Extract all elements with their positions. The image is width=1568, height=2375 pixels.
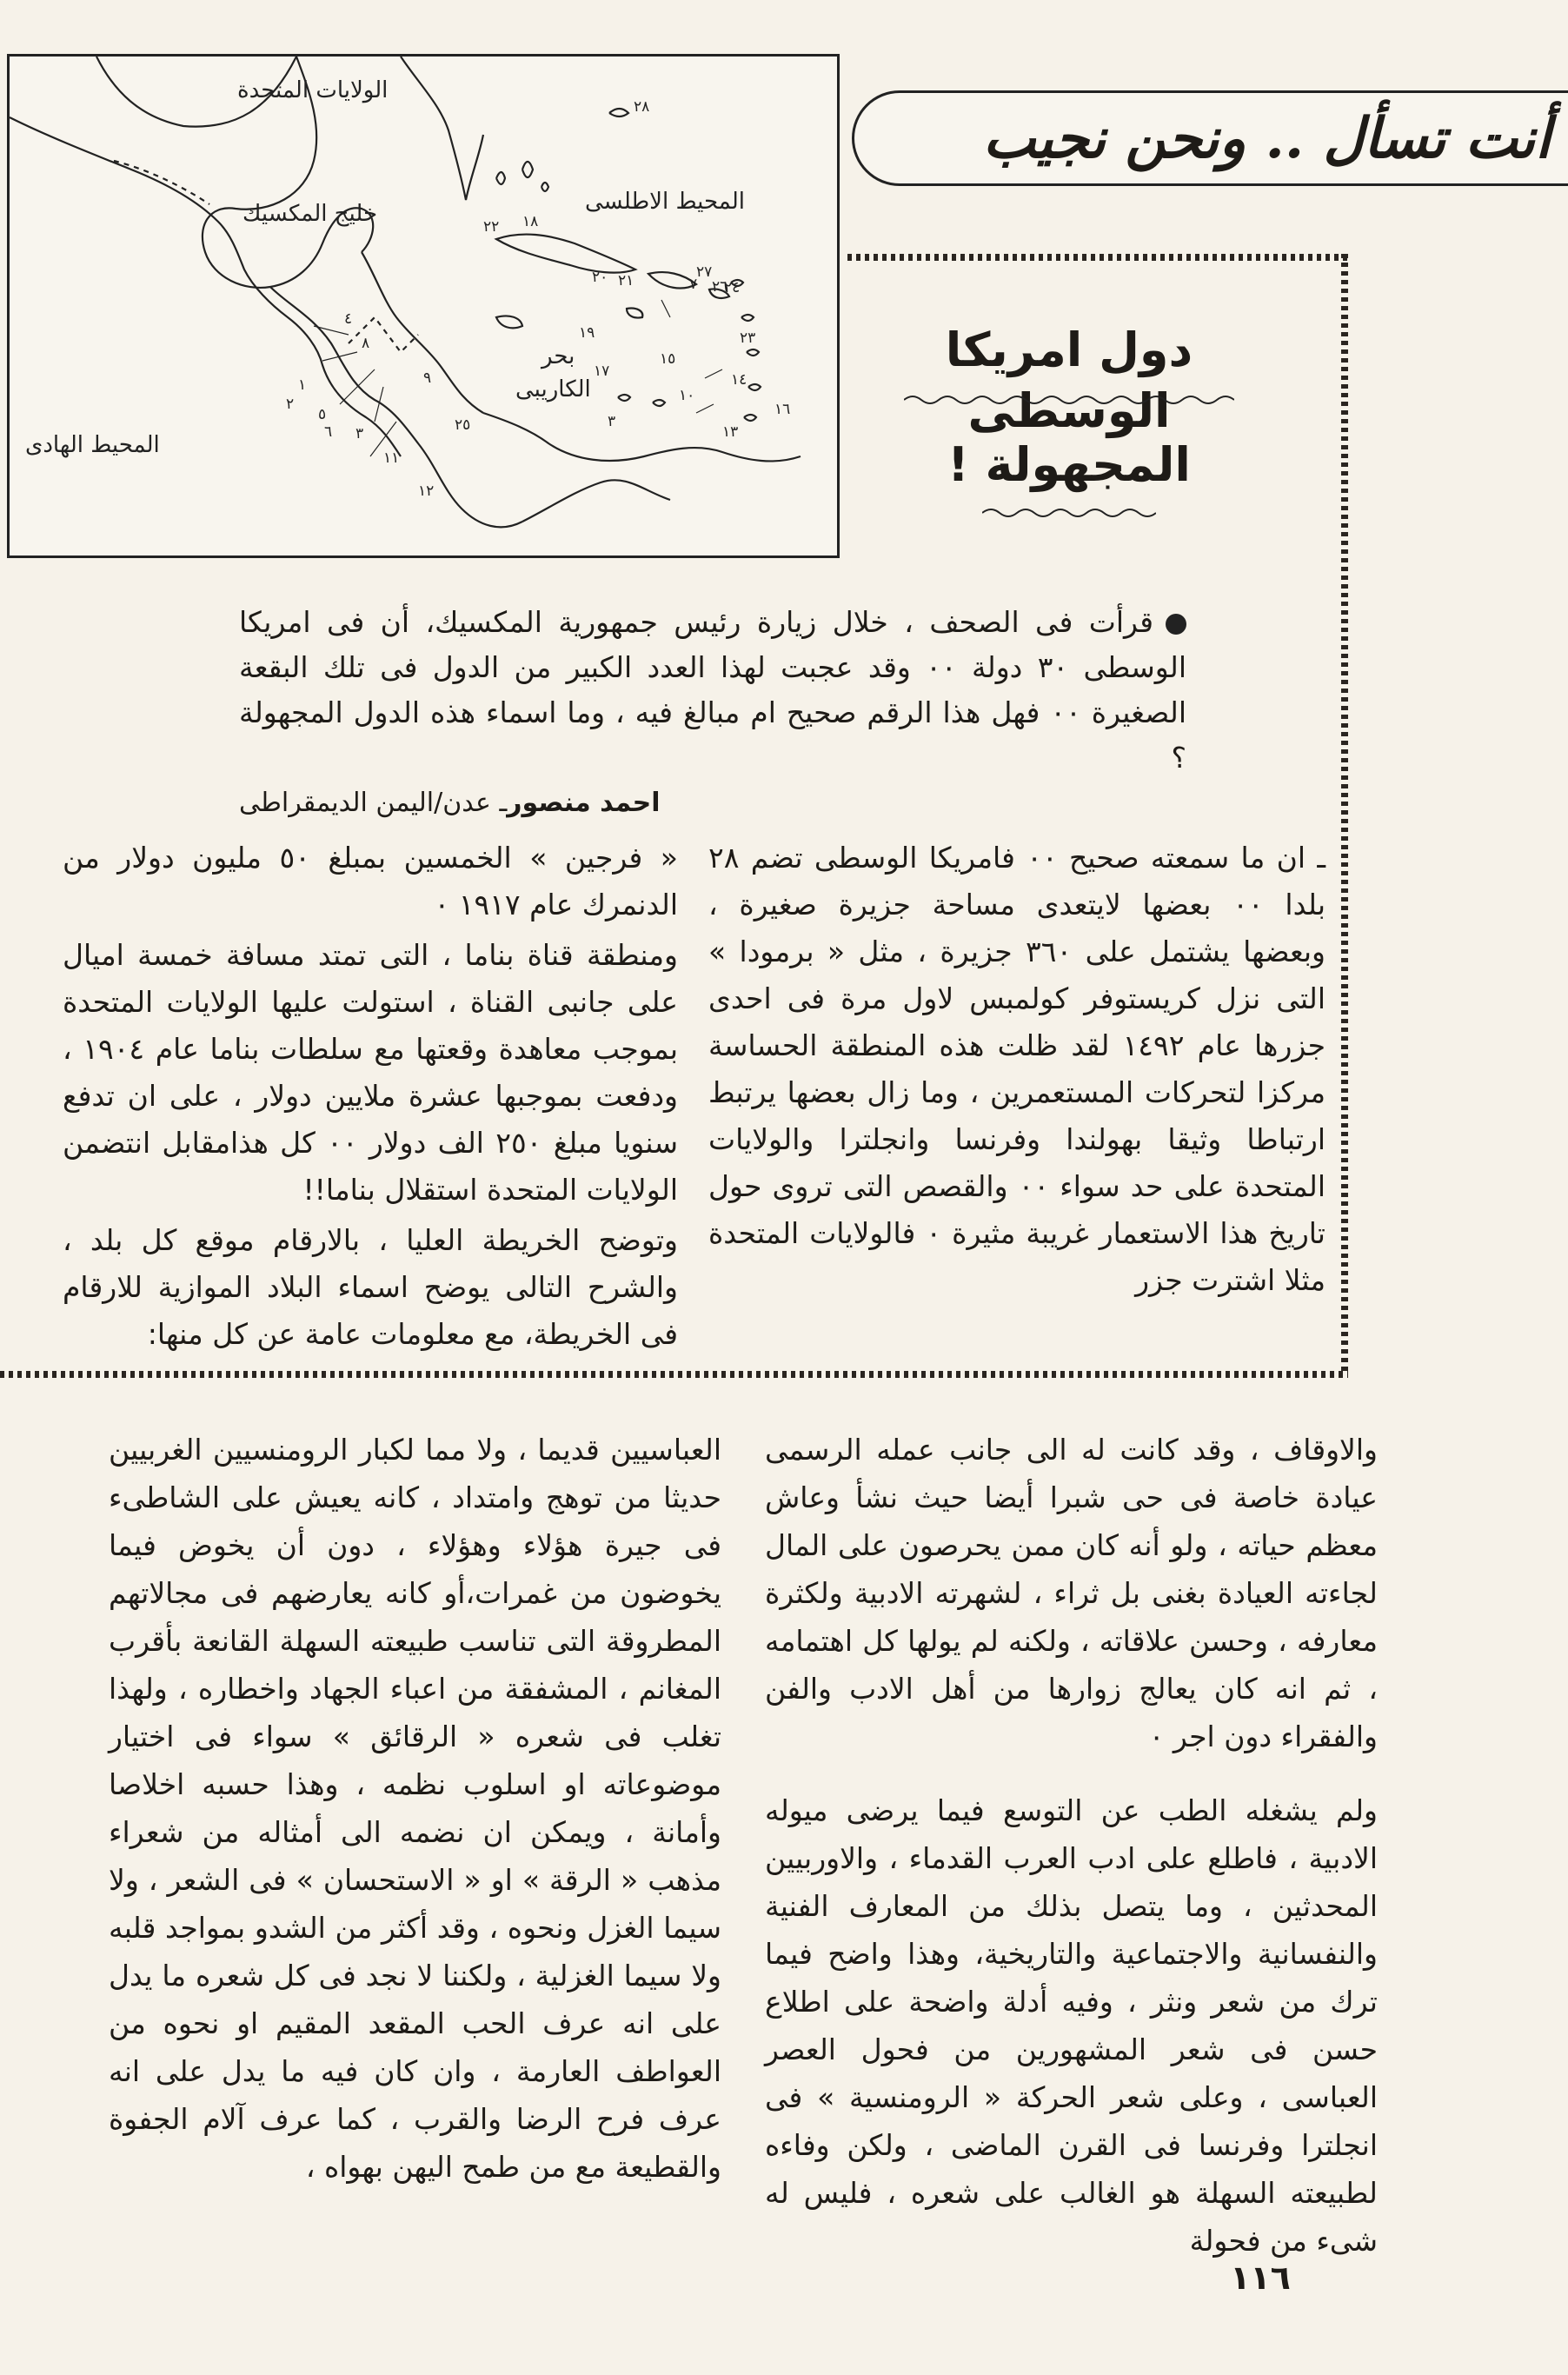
signature-dash: ـ bbox=[490, 788, 508, 818]
frame-rule-bottom bbox=[0, 1371, 1348, 1378]
lower-right-p2: ولم يشغله الطب عن التوسع فيما يرضى ميوله الادبية ، فاطلع على ادب العرب القدماء ، والاوربيين المحدثين ، وما يتصل بذلك من المعارف الفنية والنفسانية والاجتماعية والتاريخية، وهذا واضح فيما ترك من شعر ونثر ، وفيه أدلة واضحة على اطلاع حسن فى شعر المشهورين من فحول العصر العباسى ، وعلى شعر الحركة « الرومنسية » فى انجلترا وفرنسا فى القرن الماضى ، ولكن وفاءه لطبيعته السهلة هو الغالب على شعره ، فليس له شىء من فحولة bbox=[765, 1793, 1378, 2258]
map-number: ١٧ bbox=[594, 363, 610, 380]
map-of-central-america bbox=[7, 54, 840, 558]
question-signature bbox=[239, 782, 1186, 824]
map-number: ٣ bbox=[608, 413, 616, 430]
question-body: قرأت فى الصحف ، خلال زيارة رئيس جمهورية المكسيك، أن فى امريكا الوسطى ٣٠ دولة ٠٠ وقد عجبت لهذا العدد الكبير من الدول فى تلك البقعة الصغيرة ٠٠ فهل هذا الرقم صحيح ام مبالغ فيه ، وما اسماء هذه الدول المجهولة ؟ bbox=[239, 605, 1186, 775]
column-header-title: أنت تسأل .. ونحن نجيب bbox=[982, 106, 1551, 171]
answer-left-p3: وتوضح الخريطة العليا ، بالارقام موقع كل بلد ، والشرح التالى يوضح اسماء البلاد الموازية للارقام فى الخريطة، مع معلومات عامة عن كل منها: bbox=[63, 1223, 678, 1351]
map-number: ١٤ bbox=[731, 371, 747, 389]
lower-column-right bbox=[765, 1426, 1378, 2265]
article-title-line-2: المجهولة ! bbox=[947, 437, 1191, 492]
map-number: ١٩ bbox=[579, 324, 595, 342]
signature-name: احمد منصور bbox=[507, 788, 661, 818]
answer-left-p1: « فرجين » الخمسين بمبلغ ٥٠ مليون دولار من الدنمرك عام ١٩١٧ ٠ bbox=[63, 841, 678, 921]
map-label-atlantic: المحيط الاطلسى bbox=[585, 189, 745, 215]
map-number: ٢١ bbox=[618, 272, 635, 289]
answer-left-p2: ومنطقة قناة بناما ، التى تمتد مسافة خمسة اميال على جانبى القناة ، استولت عليها الولايات المتحدة بموجب معاهدة وقعتها مع سلطات بناما عام ١٩٠٤ ، ودفعت بموجبها عشرة ملايين دولار ، على ان تدفع سنويا مبلغ ٢٥٠ الف دولار ٠٠ كل هذامقابل انتضمن الولايات المتحدة استقلال بناما!! bbox=[63, 938, 678, 1207]
map-label-pacific: المحيط الهادى bbox=[25, 432, 160, 458]
map-number: ٦ bbox=[324, 423, 333, 441]
answer-right-text: ـ ان ما سمعته صحيح ٠٠ فامريكا الوسطى تضم ٢٨ بلدا ٠٠ بعضها لايتعدى مساحة جزيرة صغيرة ، وبعضها يشتمل على ٣٦٠ جزيرة ، مثل « برمودا » التى نزل كريستوفر كولمبس لاول مرة فى احدى جزرها عام ١٤٩٢ لقد ظلت هذه المنطقة الحساسة مركزا لتحركات المستعمرين ، وما زال بعضها يرتبط ارتباطا وثيقا بهولندا وفرنسا وانجلترا والولايات المتحدة على حد سواء ٠٠ والقصص التى تروى حول تاريخ هذا الاستعمار غريبة مثيرة ٠ فالولايات المتحدة مثلا اشترت جزر bbox=[708, 841, 1326, 1297]
answer-column-left bbox=[63, 835, 678, 1358]
map-number: ٣ bbox=[355, 425, 364, 442]
map-number: ١٦ bbox=[774, 401, 791, 418]
map-label-caribbean-1: بحر bbox=[541, 343, 575, 369]
map-number: ٢٣ bbox=[740, 329, 756, 347]
bullet-icon bbox=[1166, 614, 1186, 635]
column-header-banner bbox=[852, 90, 1568, 186]
map-number: ١٣ bbox=[722, 423, 739, 441]
map-number: ٢٥ bbox=[455, 416, 471, 434]
title-wavy-rule-2 bbox=[982, 506, 1156, 520]
article-title-line-1: دول امريكا الوسطى bbox=[945, 323, 1193, 438]
map-number: ٢٤ bbox=[724, 279, 741, 296]
lower-right-p1: والاوقاف ، وقد كانت له الى جانب عمله الرسمى عيادة خاصة فى حى شبرا أيضا حيث نشأ وعاش معظم حياته ، ولو أنه كان ممن يحرصون على المال لجاءته العيادة بغنى بل ثراء ، لشهرته الادبية ولكثرة معارفه ، وحسن علاقاته ، ولكنه لم يولها كل اهتمامه ، ثم انه كان يعالج زوارها من أهل الادب والفن والفقراء دون اجر ٠ bbox=[765, 1433, 1378, 1753]
map-number: ١١ bbox=[383, 449, 400, 467]
map-number: ٨ bbox=[362, 335, 370, 352]
answer-column-right bbox=[708, 835, 1325, 1304]
map-label-caribbean-2: الكاريبى bbox=[515, 376, 591, 402]
map-number: ٢٢ bbox=[483, 218, 500, 236]
map-label-gulf: خليج المكسيك bbox=[243, 201, 378, 227]
question-text bbox=[239, 600, 1186, 781]
map-number: ٢ bbox=[286, 396, 295, 413]
map-number: ٤ bbox=[344, 310, 353, 328]
signature-place: عدن/اليمن الديمقراطى bbox=[239, 788, 491, 818]
title-wavy-rule-1 bbox=[904, 393, 1234, 407]
map-number: ٥ bbox=[318, 406, 327, 423]
lower-left-text: العباسيين قديما ، ولا مما لكبار الرومنسيين الغربيين حديثا من توهج وامتداد ، كانه يعيش على الشاطىء فى جيرة هؤلاء وهؤلاء ، دون أن يخوض فيما يخوضون من غمرات،أو كانه يعارضهم فى مجالاتهم المطروقة التى تناسب طبيعته السهلة القانعة بأقرب المغانم ، المشفقة من اعباء الجهاد واخطاره ، ولهذا تغلب فى شعره « الرقائق » سواء فى اختيار موضوعاته او اسلوب نظمه ، وهذا حسبه اخلاصا وأمانة ، ويمكن ان نضمه الى أمثاله من شعراء مذهب « الرقة » او « الاستحسان » فى الشعر ، ولا سيما الغزل ونحوه ، وقد أكثر من الشدو بمواجد قلبه ولا سيما الغزلية ، ولكننا لا نجد فى كل شعره ما يدل على انه عرف الحب المقعد المقيم او نحوه من العواطف العارمة ، وان كان فيه ما يدل على انه عرف فرح الرضا والقرب ، كما عرف آلام الجفوة والقطيعة مع من طمح اليهن بهواه ، bbox=[109, 1433, 721, 2184]
map-outline bbox=[10, 57, 837, 555]
map-number: ٢٠ bbox=[592, 269, 608, 286]
map-number: ١٠ bbox=[679, 387, 695, 404]
map-number: ١٥ bbox=[660, 350, 676, 368]
page-number: ١١٦ bbox=[1230, 2259, 1291, 2297]
frame-rule-right bbox=[1341, 254, 1348, 1375]
lower-column-left bbox=[109, 1426, 721, 2191]
reader-question bbox=[239, 600, 1186, 824]
map-number: ٢٨ bbox=[634, 98, 650, 116]
frame-rule-top bbox=[847, 254, 1347, 261]
map-number: ٢٦ bbox=[712, 278, 728, 296]
map-number: ٧ bbox=[689, 276, 698, 293]
map-number: ١٢ bbox=[418, 482, 435, 500]
map-number: ٢٧ bbox=[696, 263, 713, 281]
map-number: ٩ bbox=[423, 369, 432, 387]
map-label-usa: الولايات المتحدة bbox=[237, 77, 389, 103]
map-number: ١٨ bbox=[522, 213, 539, 230]
map-number: ١ bbox=[298, 376, 307, 394]
